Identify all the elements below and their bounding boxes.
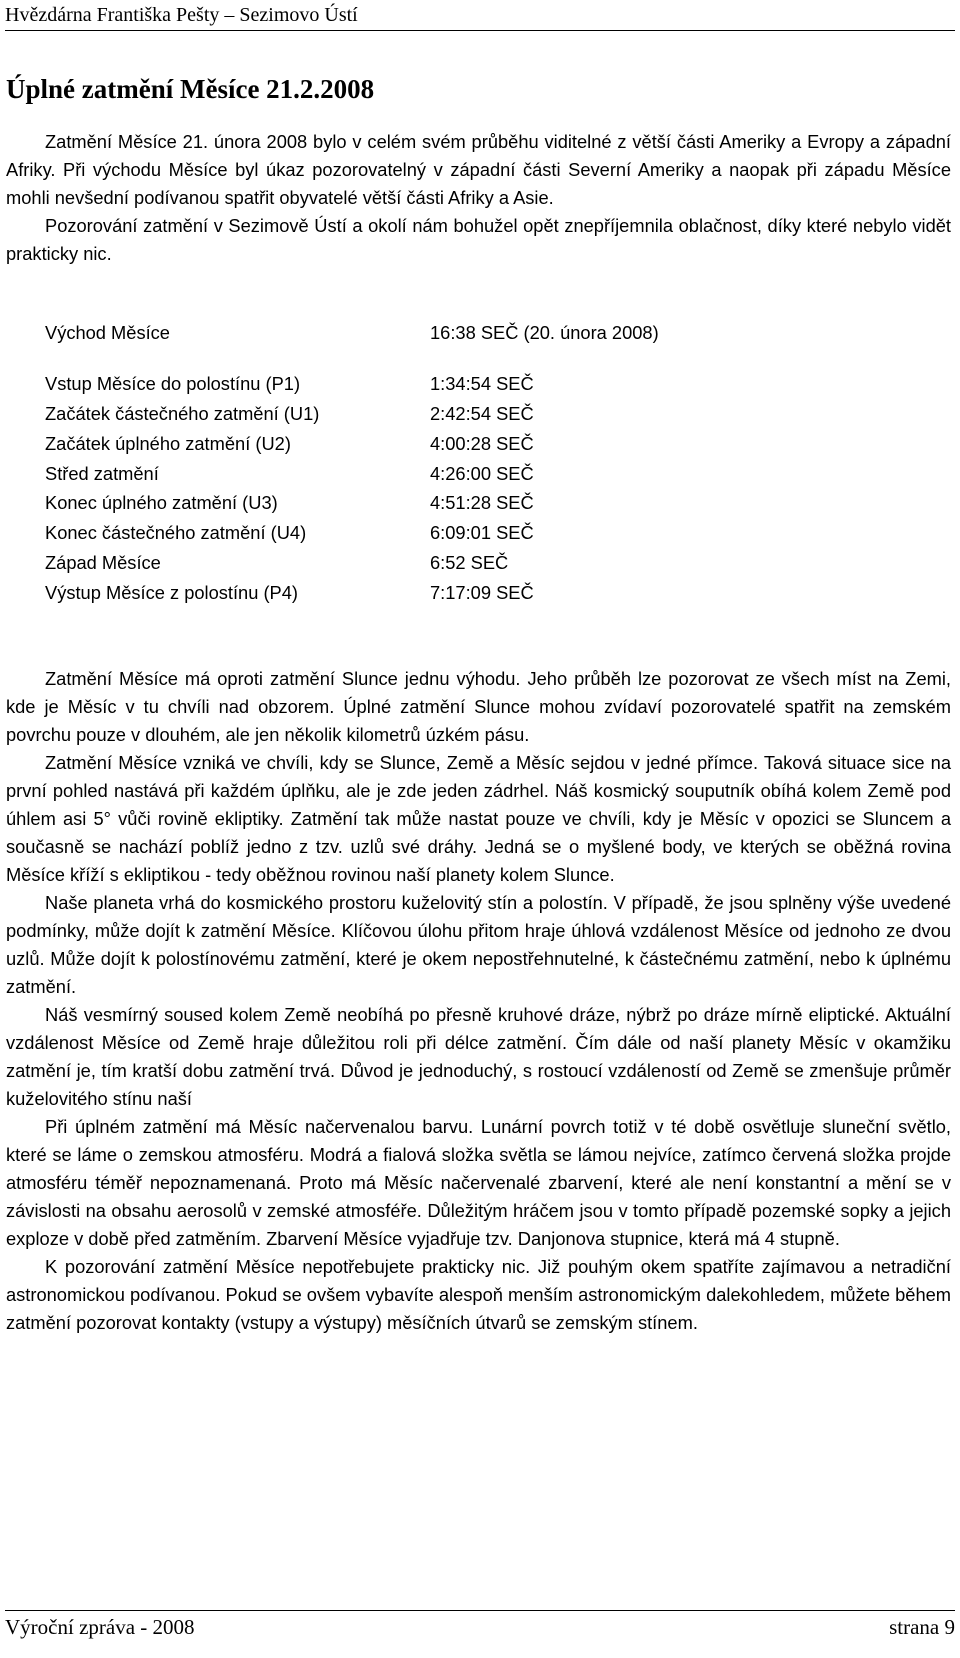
body-paragraph: Zatmění Měsíce má oproti zatmění Slunce jednu výhodu. Jeho průběh lze pozorovat ze všech míst na Zemi, kde je Měsíc v tu chvíli nad obzorem. Úplné zatmění Slunce mohou zvídaví pozorovatelé spatřit na zemském povrchu pouze v dlouhém, ale jen několik kilometrů úzkém pásu.: [6, 668, 951, 745]
time-value: 4:26:00 SEČ: [430, 462, 534, 484]
body-paragraph: Náš vesmírný soused kolem Země neobíhá po přesně kruhové dráze, nýbrž po dráze mírně eliptické. Aktuální vzdálenost Měsíce od Země hraje důležitou roli při délce zatmění. Čím dále od naší planety Měsíc v okamžiku zatmění je, tím kratší dobu zatmění trvá. Důvod je jednoduchý, s rostoucí vzdáleností od Země se zmenšuje průměr kuželovitého stínu naší: [6, 1004, 951, 1109]
body-paragraph: Při úplném zatmění má Měsíc načervenalou barvu. Lunární povrch totiž v té době osvětluje sluneční světlo, které se láme o zemskou atmosféru. Modrá a fialová složka světla se lámou nejvíce, zatímco červená složka projde atmosféru téměř nepoznamenaná. Proto má Měsíc načervenalé zbarvení, které ale není konstantní a mění se v závislosti na obsahu aerosolů v zemské atmosféře. Důležitým hráčem jsou v tomto případě pozemské sopky a jejich exploze v době před zatměním. Zbarvení Měsíce vyjadřuje tzv. Danjonova stupnice, která má 4 stupně.: [6, 1116, 951, 1249]
body-paragraph: Naše planeta vrhá do kosmického prostoru kuželovitý stín a polostín. V případě, že jsou splněny výše uvedené podmínky, může dojít k zatmění Měsíce. Klíčovou úlohu přitom hraje úhlová vzdálenost Měsíce od jednoho ze dvou uzlů. Může dojít k polostínovému zatmění, které je okem nepostřehnutelné, k částečnému zatmění, nebo k úplnému zatmění.: [6, 892, 951, 997]
time-label: Západ Měsíce: [45, 552, 161, 574]
time-row: [45, 518, 845, 548]
time-row: [45, 548, 845, 578]
time-row: [45, 429, 845, 459]
time-row: [45, 488, 845, 518]
eclipse-times-table: [45, 318, 845, 608]
time-row: [45, 459, 845, 489]
footer-page-number: strana 9: [889, 1615, 955, 1639]
time-value: 7:17:09 SEČ: [430, 582, 534, 604]
time-value: 2:42:54 SEČ: [430, 402, 534, 424]
time-label: Konec úplného zatmění (U3): [45, 492, 278, 514]
time-value: 4:00:28 SEČ: [430, 432, 534, 454]
time-value: 4:51:28 SEČ: [430, 492, 534, 514]
time-row: [45, 399, 845, 429]
time-value: 1:34:54 SEČ: [430, 372, 534, 394]
time-label: Konec částečného zatmění (U4): [45, 522, 307, 544]
page-header: Hvězdárna Františka Pešty – Sezimovo Ústí: [5, 2, 955, 31]
body-paragraph: K pozorování zatmění Měsíce nepotřebujete prakticky nic. Již pouhým okem spatříte zajímavou a netradiční astronomickou podívanou. Pokud se ovšem vybavíte alespoň menším astronomickým dalekohledem, můžete během zatmění pozorovat kontakty (vstupy a výstupy) měsíčních útvarů se zemským stínem.: [6, 1256, 952, 1333]
intro-paragraph: Pozorování zatmění v Sezimově Ústí a okolí nám bohužel opět znepříjemnila oblačnost, díky které nebylo vidět prakticky nic.: [6, 215, 951, 264]
time-label: Střed zatmění: [45, 462, 159, 484]
time-value: 6:09:01 SEČ: [430, 522, 534, 544]
time-row: [45, 318, 845, 348]
time-label: Výstup Měsíce z polostínu (P4): [45, 582, 299, 604]
article-body: [6, 665, 951, 1337]
intro-section: [6, 128, 951, 268]
intro-paragraph: Zatmění Měsíce 21. února 2008 bylo v celém svém průběhu viditelné z větší části Ameriky a Evropy a západní Afriky. Při východu Měsíce byl úkaz pozorovatelný v západní části Severní Ameriky a naopak při západu Měsíce mohli nevšední podívanou spatřit obyvatelé větší části Afriky a Asie.: [6, 131, 951, 208]
time-label: Východ Měsíce: [45, 322, 170, 343]
time-label: Začátek částečného zatmění (U1): [45, 402, 320, 424]
body-paragraph: Zatmění Měsíce vzniká ve chvíli, kdy se Slunce, Země a Měsíc sejdou v jedné přímce. Taková situace sice na první pohled nastává při každém úplňku, ale je zde jeden zádrhel. Náš kosmický souputník obíhá kolem Země pod úhlem asi 5° vůči rovině ekliptiky. Zatmění tak může nastat pouze ve chvíli, kdy je Měsíc v opozici se Sluncem a současně se nachází poblíž jedno z tzv. uzlů své dráhy. Jedná se o myšlené body, ve kterých se oběžná rovina Měsíce kříží s ekliptikou - tedy oběžnou rovinou naší planety kolem Slunce.: [6, 752, 951, 885]
page-footer: [5, 1610, 955, 1643]
time-row: [45, 369, 845, 399]
article-title: Úplné zatmění Měsíce 21.2.2008: [6, 74, 375, 104]
time-label: Začátek úplného zatmění (U2): [45, 432, 291, 454]
time-value: 6:52 SEČ: [430, 552, 509, 574]
time-row: [45, 578, 845, 608]
time-label: Vstup Měsíce do polostínu (P1): [45, 372, 301, 394]
time-value: 16:38 SEČ (20. února 2008): [430, 322, 659, 343]
footer-report-title: Výroční zpráva - 2008: [5, 1615, 195, 1639]
